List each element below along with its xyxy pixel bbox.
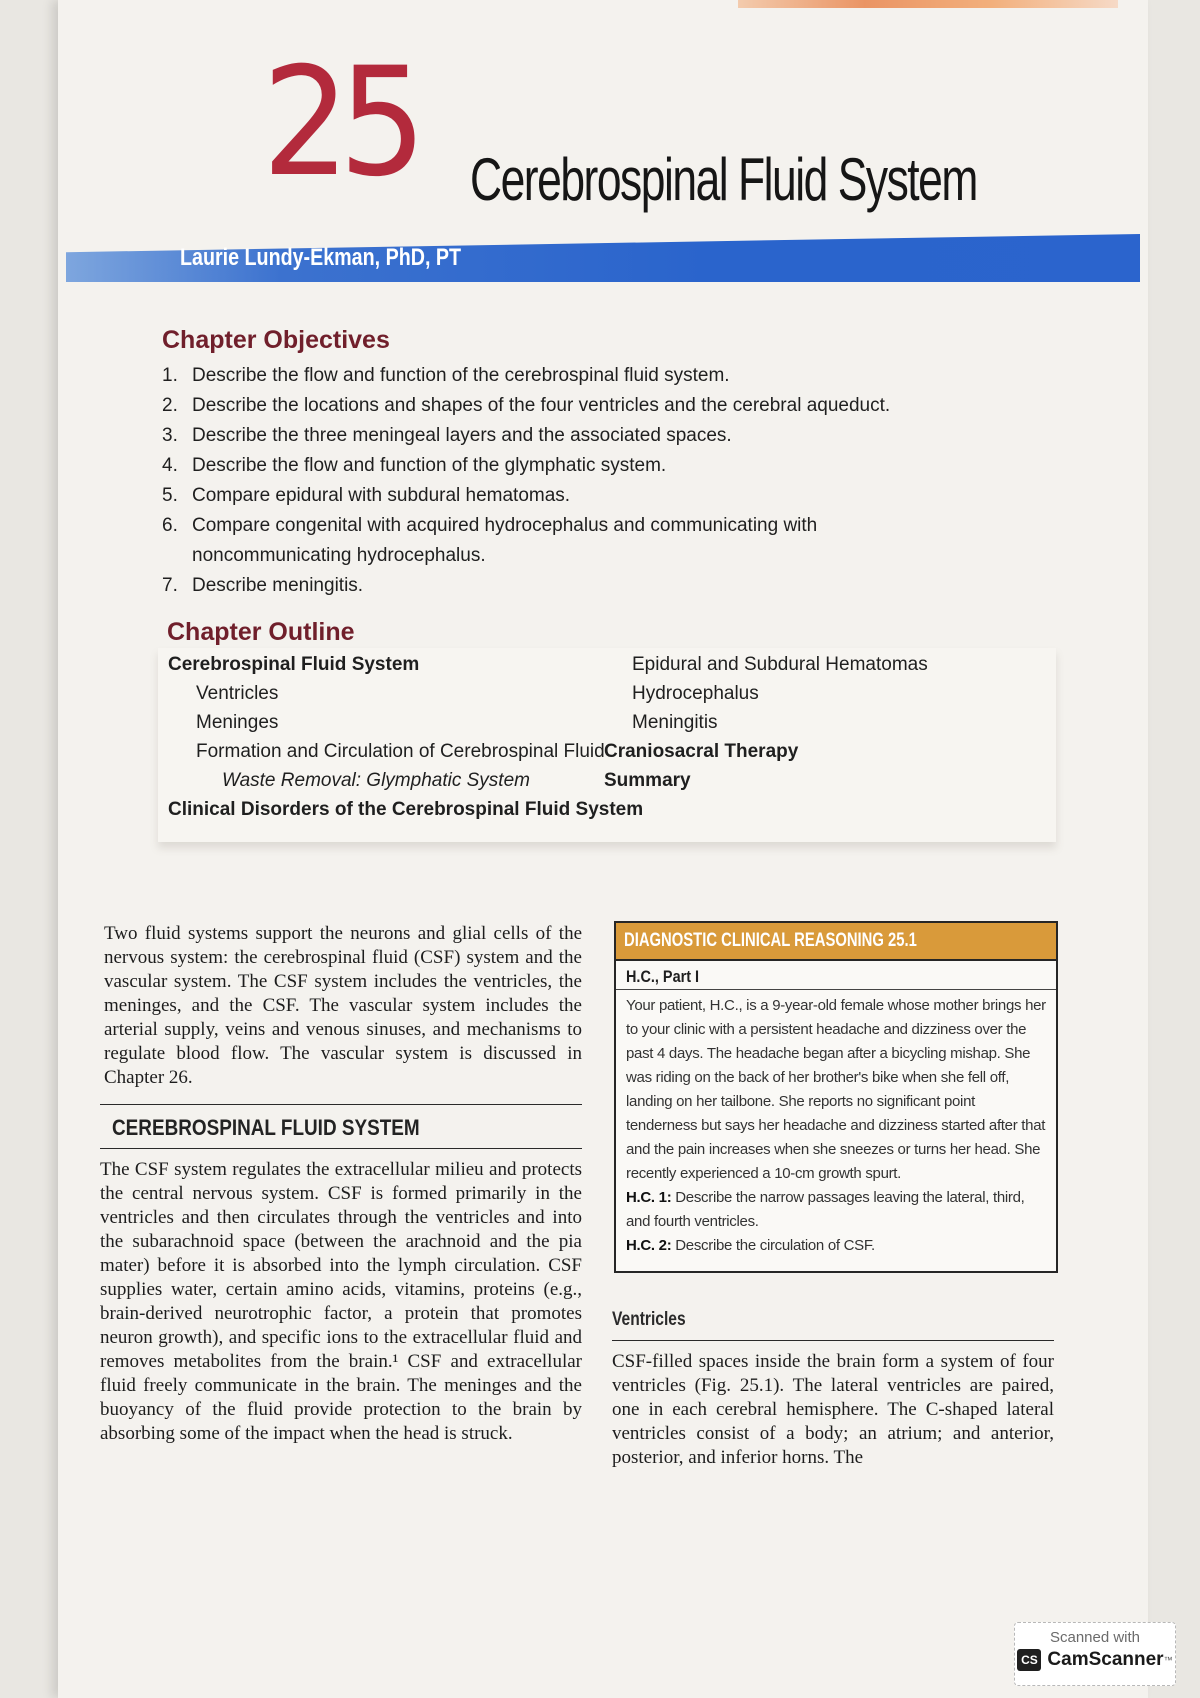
- watermark-caption: Scanned with: [1049, 1629, 1141, 1646]
- ventricles-paragraph: CSF-filled spaces inside the brain form a system of four ventricles (Fig. 25.1). The lateral ventricles are paired, one in each cerebral hemisphere. The C-shaped lateral ventricles consist of a body; an atrium; and anterior, posterior, and inferior horns. The: [612, 1351, 1054, 1468]
- dcr-part-label: H.C., Part I: [616, 961, 1056, 990]
- watermark-brand: CamScanner: [1047, 1649, 1164, 1670]
- objectives-list: [162, 361, 922, 601]
- objective-number: 5.: [162, 485, 178, 506]
- watermark-brand-row: [1015, 1649, 1175, 1671]
- objective-number: 4.: [162, 455, 178, 476]
- dcr-header: DIAGNOSTIC CLINICAL REASONING 25.1: [616, 923, 1056, 961]
- objective-item: [162, 511, 922, 571]
- outline-item: Formation and Circulation of Cerebrospinal Fluid: [196, 741, 605, 762]
- outline-left-column: [168, 650, 643, 824]
- objective-item: [162, 571, 922, 601]
- intro-paragraph: Two fluid systems support the neurons and glial cells of the nervous system: the cerebrospinal fluid (CSF) system and the vascular system. The CSF system includes the ventricles, the meninges, and the CSF. The vascular system includes the arterial supply, veins and venous sinuses, and mechanisms to regulate blood flow. The vascular system is discussed in Chapter 26.: [104, 923, 582, 1088]
- author-name: Laurie Lundy-Ekman, PhD, PT: [180, 244, 462, 271]
- outline-item: Cerebrospinal Fluid System: [168, 654, 420, 675]
- objective-text: Describe the flow and function of the glymphatic system.: [192, 455, 667, 476]
- outline-item: Clinical Disorders of the Cerebrospinal Fluid System: [168, 799, 644, 820]
- objective-number: 3.: [162, 425, 178, 446]
- objective-text: Describe meningitis.: [192, 575, 364, 596]
- decorative-header-strip: [738, 0, 1118, 8]
- outline-heading: Chapter Outline: [167, 618, 355, 646]
- objective-number: 2.: [162, 395, 178, 416]
- diagnostic-reasoning-box: [614, 921, 1058, 1273]
- chapter-number: 25: [262, 36, 416, 210]
- objective-text: Compare epidural with subdural hematomas.: [192, 485, 571, 506]
- outline-item: Ventricles: [196, 683, 279, 704]
- objective-text: Describe the flow and function of the cerebrospinal fluid system.: [192, 365, 730, 386]
- ventricles-heading: Ventricles: [612, 1309, 686, 1330]
- objective-number: 7.: [162, 575, 178, 596]
- dcr-question-2: H.C. 2: Describe the circulation of CSF.: [626, 1237, 875, 1254]
- objective-item: [162, 481, 922, 511]
- objectives-heading: Chapter Objectives: [162, 326, 390, 354]
- objective-item: [162, 361, 922, 391]
- chapter-title: Cerebrospinal Fluid System: [470, 146, 977, 213]
- objective-number: 1.: [162, 365, 178, 386]
- outline-item: Hydrocephalus: [632, 683, 759, 704]
- outline-item: Epidural and Subdural Hematomas: [632, 654, 928, 675]
- csf-paragraph: The CSF system regulates the extracellular milieu and protects the central nervous system. CSF is formed primarily in the ventricles and then circulates through the ventricles and into the subarachnoid space (between the arachnoid and the pia mater) before it is absorbed into the lymph circulation. CSF supplies water, certain amino acids, vitamins, proteins (e.g., brain-derived neurotrophic factor, a protein that promotes neuron growth), and specific ions to the extracellular fluid and removes metabolites from the brain.¹ CSF and extracellular fluid freely communicate in the brain. The meninges and the buoyancy of the fluid provide protection to the brain by absorbing some of the impact when the head is struck.: [100, 1159, 582, 1444]
- ventricles-rule: [612, 1340, 1054, 1341]
- trademark-mark: ™: [1163, 1655, 1173, 1665]
- dcr-question-1: H.C. 1: Describe the narrow passages leaving the lateral, third, and fourth ventricles.: [626, 1189, 1025, 1230]
- camscanner-watermark: [1014, 1622, 1176, 1686]
- dcr-case-text: Your patient, H.C., is a 9-year-old female whose mother brings her to your clinic with a persistent headache and dizziness over the past 4 days. The headache began after a bicycling mishap. She was riding on the back of her brother's bike when she fell off, landing on her tailbone. She reports no significant point tenderness but says her headache and dizziness started after that and the pain increases when she sneezes or turns her head. She recently experienced a 10-cm growth spurt.: [626, 997, 1046, 1182]
- camscanner-logo-icon: CS: [1017, 1649, 1041, 1671]
- csf-section-heading: CEREBROSPINAL FLUID SYSTEM: [112, 1115, 420, 1140]
- objective-text: Describe the locations and shapes of the four ventricles and the cerebral aqueduct.: [192, 395, 891, 416]
- objective-item: [162, 391, 922, 421]
- objective-text: Compare congenital with acquired hydrocephalus and communicating with noncommunicating hydrocephalus.: [192, 515, 818, 566]
- outline-item: Waste Removal: Glymphatic System: [222, 770, 530, 791]
- outline-right-column: [604, 650, 928, 795]
- outline-item: Meninges: [196, 712, 279, 733]
- objective-item: [162, 421, 922, 451]
- outline-item: Craniosacral Therapy: [604, 741, 799, 762]
- section-rule-bottom: [100, 1148, 582, 1149]
- objective-number: 6.: [162, 515, 178, 536]
- section-rule-top: [100, 1104, 582, 1105]
- outline-item: Summary: [604, 770, 691, 791]
- outline-item: Meningitis: [632, 712, 718, 733]
- objective-item: [162, 451, 922, 481]
- objective-text: Describe the three meningeal layers and the associated spaces.: [192, 425, 732, 446]
